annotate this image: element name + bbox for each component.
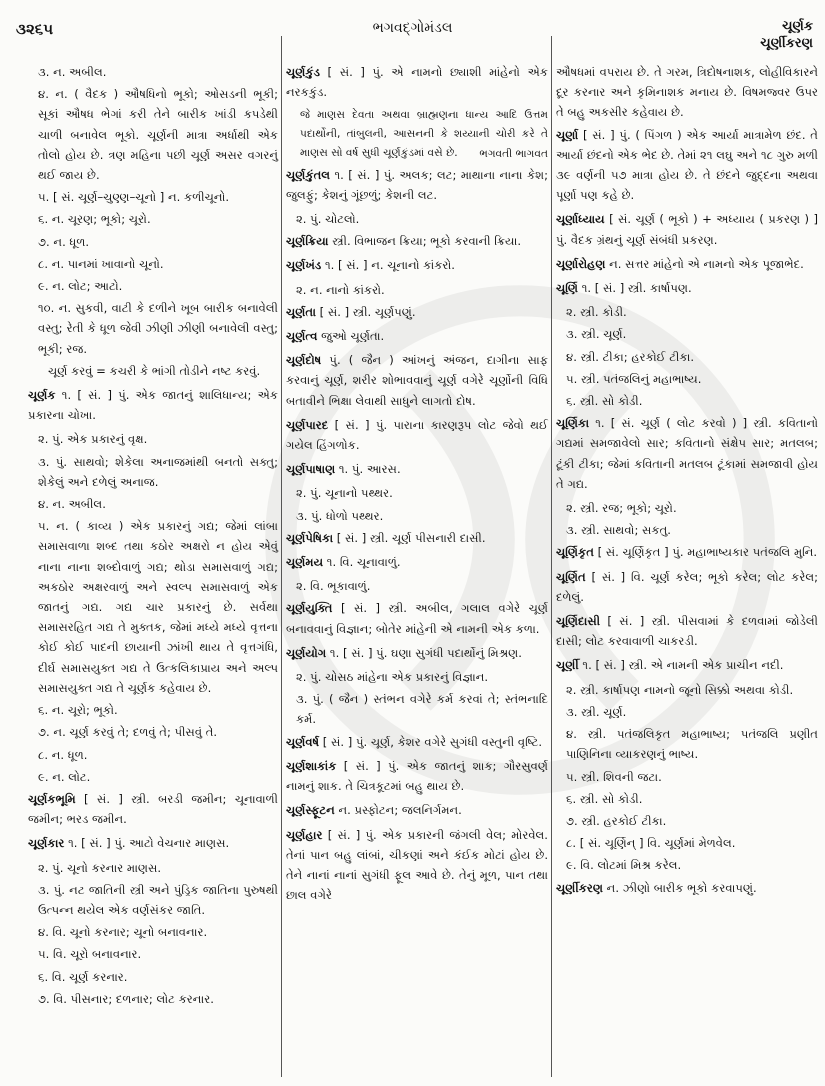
sense-definition: ૪. સ્ત્રી. પતંજલિકૃત મહાભાષ્ય; પતંજલિ પ્રણીત પાણિનિના વ્યાકરણનું ભાષ્ય. bbox=[566, 727, 818, 762]
definition: ૧. [ સં. ] સ્ત્રી. એ નામની એક પ્રાચીન નદી. bbox=[578, 658, 784, 673]
headword: ચૂર્ણકુંડ bbox=[286, 65, 320, 79]
definition: જુઓ ચૂર્ણતા. bbox=[317, 329, 385, 344]
sense-definition: ૨. પું. ચોટલો. bbox=[296, 212, 360, 227]
continued-definition: ઔષધમાં વપરાય છે. તે ગરમ, ત્રિદોષનાશક, લોહીવિકારને દૂર કરનાર અને કૃમિનાશક મનાય છે. વિષમજ્વર ઉપર તે બહુ અકસીર કહેવાય છે. bbox=[556, 65, 818, 120]
sense-definition: ૯. વિ. લોટમાં મિશ્ર કરેલ. bbox=[566, 858, 682, 873]
headword: ચૂર્ણખંડ bbox=[286, 258, 322, 273]
dictionary-entry bbox=[556, 125, 818, 206]
sense-definition: ૫. સ્ત્રી. શિવની જટા. bbox=[566, 769, 662, 784]
sense-definition: ૬. ન. ચૂરણ; ભૂકો; ચૂરો. bbox=[38, 212, 151, 227]
headword: ચૂર્ણિ bbox=[556, 281, 579, 296]
sense-definition: ૫. [ સં. ચૂર્ણ–ચુણ્ણ–ચૂનો ] ન. કળીચૂનો. bbox=[38, 190, 230, 205]
definition: પું. ( જૈન ) આંખનું અંજન, દાગીના સાફ કરવાનું ચૂર્ણ, શરીર શોભાવવાનું ચૂર્ણ વગેરે ચૂર્ણોની વિધિ બતાવીને ભિક્ષા લેવાથી સાધુને લાગતો દોષ. bbox=[286, 353, 548, 408]
dictionary-entry bbox=[556, 611, 818, 651]
headword: ચૂર્ણાધ્યાય bbox=[556, 212, 605, 227]
sense-definition: ૧૦. ન. સુકવી, વાટી કે દળીને ખૂબ બારીક બનાવેલી વસ્તુ; રેતી કે ધૂળ જેવી ઝીણી ઝીણી બનાવેલી વસ્તુ; ભૂકી; રજ. bbox=[38, 301, 278, 356]
headword: ચૂર્ણયુક્તિ bbox=[286, 601, 333, 616]
headword: ચૂર્ણી bbox=[556, 658, 579, 673]
definition: ૧. [ સં. ] પું. એક જાતનું શાલિધાન્ય; એક પ્રકારના ચોખા. bbox=[28, 388, 278, 423]
definition: ન. પ્રસ્ફોટન; જલનિર્ગમન. bbox=[334, 803, 462, 818]
sense-definition: ૬. સ્ત્રી. સો કોડી. bbox=[566, 791, 643, 806]
headword: ચૂર્ણકભૂમિ bbox=[28, 791, 76, 806]
sense-definition: ૯. ન. લોટ. bbox=[38, 769, 91, 784]
definition: [ સં. ] વિ. ચૂર્ણ કરેલ; ભૂકો કરેલ; લોટ કરેલ; દળેલું. bbox=[556, 569, 818, 604]
sense-definition: ૬. સ્ત્રી. સો કોડી. bbox=[566, 394, 643, 409]
dictionary-entry bbox=[556, 413, 818, 494]
definition: [ સં. ] પું. ( પિંગળ ) એક આર્યા માત્રામેળ છંદ. તે આર્યા છંદનો એક ભેદ છે. તેમાં ૨૧ લઘુ અને ૧૮ ગુરુ મળી ૩૯ વર્ણની ૫૭ માત્રા હોય છે. તે છંદને જુદ્દના અથવા પૂર્ણા પણ કહે છે. bbox=[556, 127, 818, 203]
page-header bbox=[0, 0, 825, 55]
headword: ચૂર્ણા bbox=[556, 127, 579, 142]
dictionary-entry bbox=[556, 567, 818, 607]
definition: [ સં. ] પું. પારાના કારણરૂપ લોટ જેવો થઈ ગયેલ હિંગળોક. bbox=[286, 417, 548, 453]
dictionary-entry bbox=[286, 459, 548, 479]
guide-word-first: ચૂર્ણક bbox=[782, 19, 813, 34]
definition: [ સં. ] પું. એ નામનો છ્યાશી માંહેનો એક નરકકુંડ. bbox=[286, 65, 548, 100]
definition: ૧. [ સં. ] ન. ચૂનાનો કાંકરો. bbox=[321, 258, 455, 273]
headword: ચૂર્ણિદાસી bbox=[556, 614, 601, 629]
headword: ચૂર્ણપેષિકા bbox=[286, 530, 334, 545]
sense-definition: ૨. પું. એક પ્રકારનું વૃક્ષ. bbox=[38, 432, 148, 447]
headword: ચૂર્ણવર્ષ bbox=[286, 734, 320, 749]
sense-definition: ૭. સ્ત્રી. હરકોઈ ટીકા. bbox=[566, 813, 667, 828]
dictionary-entry bbox=[556, 655, 818, 675]
sense-definition: ૩. પું. નટ જાતિની સ્ત્રી અને પુંડ્રિક જાતિના પુરુષથી ઉત્પન્ન થયેલ એક વર્ણસંકર જાતિ. bbox=[38, 882, 278, 917]
dictionary-columns bbox=[28, 62, 818, 1077]
sense-definition: ૪. વિ. ચૂનો કરનાર; ચૂનો બનાવનાર. bbox=[38, 925, 208, 940]
definition: [ સં. ] સ્ત્રી. ચૂર્ણ પીસનારી દાસી. bbox=[333, 530, 486, 545]
sense-definition: ૭. વિ. પીસનાર; દળનાર; લોટ કરનાર. bbox=[38, 991, 214, 1006]
definition: [ સં. ચૂર્ણિકૃત ] પું. મહાભાષ્યકાર પતંજલિ મુનિ. bbox=[593, 545, 818, 560]
headword: ચૂર્ણશાકાંક bbox=[286, 758, 337, 773]
dictionary-entry bbox=[28, 833, 278, 853]
dictionary-entry bbox=[28, 385, 278, 425]
sense-definition: ૩. પું. સાથવો; શેકેલા અનાજમાંથી બનતો સક્તુ; શેકેલું અને દળેલું અનાજ. bbox=[38, 454, 278, 489]
sense-definition: ૩. સ્ત્રી. ચૂર્ણ. bbox=[566, 704, 627, 719]
headword: ચૂર્ણક્રિયા bbox=[286, 234, 329, 249]
dictionary-entry bbox=[286, 825, 548, 906]
citation-quote: જે માણસ દેવતા અથવા બ્રાહ્મણના ધાન્ય આદિ ઉત્તમ પદાર્થોની, તાંબુલની, આસનની કે શય્યાની ચોરી કરે તે માણસ સો વર્ષ સુધી ચૂર્ણકુંડમાં વસે છે. bbox=[300, 109, 548, 160]
definition: ૧. [ સં. ] પું. ઘણા સુગંધી પદાર્થોનું મિશ્રણ. bbox=[326, 645, 522, 660]
definition: [ સં. ] સ્ત્રી. અબીલ, ગલાલ વગેરે ચૂર્ણ બનાવવાનું વિજ્ઞાન; બોતેર માંહેની એ નામની એક કળા. bbox=[286, 601, 548, 636]
dictionary-entry bbox=[286, 528, 548, 548]
running-title: ભગવદ્ગોમંડલ bbox=[372, 20, 453, 36]
definition: ૧. [ સં. ] પું. આટો વેચનાર માણસ. bbox=[64, 836, 230, 851]
guide-words bbox=[760, 18, 813, 52]
definition: ૧. [ સં. ] સ્ત્રી. કાર્ષાપણ. bbox=[578, 281, 692, 296]
sense-definition: ૨. ન. નાનો કાંકરો. bbox=[296, 282, 385, 297]
sense-definition: ૫. સ્ત્રી. પતંજલિનું મહાભાષ્ય. bbox=[566, 371, 702, 386]
dictionary-entry bbox=[286, 643, 548, 663]
sense-definition: ૫. વિ. ચૂરો બનાવનાર. bbox=[38, 947, 142, 962]
definition: [ સં. ] પું. એક જાતનું શાક; ગૌરસુવર્ણ નામનું શાક. તે ચિત્રકૂટમાં બહુ થાય છે. bbox=[286, 758, 548, 794]
definition: [ સં. ] સ્ત્રી. બરડી જમીન; ચૂનાવાળી જમીન; ભરડ જમીન. bbox=[28, 791, 278, 827]
sense-definition: ૮. [ સં. ચૂર્ણિન્ ] વિ. ચૂર્ણમાં મેળવેલ. bbox=[566, 836, 736, 851]
sense-definition: ૨. પું. ચૂનાનો પથ્થર. bbox=[296, 486, 393, 501]
sense-definition: ૮. ન. ધૂળ. bbox=[38, 747, 88, 762]
definition: ૧. વિ. ચૂનાવાળું. bbox=[323, 555, 401, 570]
headword: ચૂર્ણત્વ bbox=[286, 329, 318, 344]
sense-definition: ૫. ન. ( કાવ્ય ) એક પ્રકારનું ગદ્ય; જેમાં લાંબા સમાસવાળા શબ્દ તથા કઠોર અક્ષરો ન હોય એવું નાના નાના શબ્દોવાળું ગદ્ય; થોડા સમાસવાળું ગદ્ય; અકઠોર અક્ષરવાળું અને સ્વલ્પ સમાસવાળું એક જાતનું ગદ્ય. ગદ્ય ચાર પ્રકારનું છે. સર્વથા સમાસરહિત ગદ્ય તે મુક્તક, જેમાં મધ્યે મધ્યે વૃત્તના કોઈ કોઈ પાદની છાયાની ઝાંખી થાય તે વૃત્તગંધિ, દીર્ઘ સમાસયુક્ત ગદ્ય તે ઉત્કલિકાપ્રાય અને અલ્પ સમાસયુક્ત ગદ્ય તે ચૂર્ણક કહેવાય છે. bbox=[38, 519, 278, 695]
sense-definition: ૩. પું. ધોળો પથ્થર. bbox=[296, 508, 384, 523]
headword: ચૂર્ણયોગ bbox=[286, 645, 327, 660]
dictionary-entry bbox=[286, 756, 548, 796]
sense-definition: ૨. વિ. ભૂકાવાળું. bbox=[296, 579, 371, 594]
sense-definition: ૨. સ્ત્રી. રજ; ભૂકો; ચૂરો. bbox=[566, 501, 677, 516]
sense-definition: ૨. પું. ચૂનો કરનાર માણસ. bbox=[38, 860, 162, 875]
headword: ચૂર્ણપાષાણ bbox=[286, 462, 336, 477]
headword: ચૂર્ણારોહણ bbox=[556, 256, 606, 271]
definition: સ્ત્રી. વિભાજન ક્રિયા; ભૂકો કરવાની ક્રિયા. bbox=[328, 234, 522, 249]
dictionary-entry bbox=[286, 165, 548, 205]
sense-definition: ૩. ન. અબીલ. bbox=[38, 65, 107, 79]
sense-definition: ૯. ન. લોટ; આટો. bbox=[38, 279, 123, 294]
headword: ચૂર્ણદોષ bbox=[286, 353, 322, 368]
headword: ચૂર્ણમય bbox=[286, 555, 324, 570]
dictionary-entry bbox=[556, 209, 818, 249]
definition: [ સં. ] સ્ત્રી. ચૂર્ણપણું. bbox=[315, 304, 416, 319]
definition: [ સં. ] પું. એક પ્રકારની જંગલી વેલ; મોરવેલ. તેનાં પાન બહુ લાંબાં, ચીકણાં અને કંઈક મોટાં હોય છે. તેને નાનાં નાનાં સુગંધી ફૂલ આવે છે. તેનું મૂળ, પાન તથા છાલ વગેરે bbox=[286, 827, 548, 903]
sense-definition: ૬. ન. ચૂરો; ભૂકો. bbox=[38, 703, 118, 718]
dictionary-entry bbox=[556, 878, 818, 898]
citation-source: ભગવતી ભાગવત bbox=[479, 148, 548, 161]
definition: [ સં. ] પું. ચૂર્ણ, કેશર વગેરે સુગંધી વસ્તુની વૃષ્ટિ. bbox=[319, 734, 543, 749]
dictionary-entry bbox=[556, 278, 818, 298]
headword: ચૂર્ણસ્ફૂટન bbox=[286, 803, 335, 818]
definition: ન. સત્તર માંહેનો એ નામનો એક પૂજાભેદ. bbox=[605, 256, 804, 271]
definition: ન. ઝીણો બારીક ભૂકો કરવાપણું. bbox=[603, 880, 757, 895]
dictionary-entry bbox=[286, 302, 548, 322]
dictionary-entry bbox=[286, 231, 548, 251]
dictionary-entry bbox=[286, 350, 548, 411]
page-number: ૩૨૬૫ bbox=[16, 20, 54, 38]
sense-definition: ૪. ન. અબીલ. bbox=[38, 497, 106, 512]
dictionary-entry bbox=[556, 542, 818, 562]
headword: ચૂર્ણિકા bbox=[556, 416, 590, 431]
headword: ચૂર્ણતા bbox=[286, 304, 316, 319]
sense-definition: ૩. સ્ત્રી. ચૂર્ણ. bbox=[566, 327, 627, 342]
dictionary-entry bbox=[556, 254, 818, 274]
sense-definition: ૩. પું. ( જૈન ) સ્તંભન વગેરે કર્મ કરવાં તે; સ્તંભનાદિ કર્મ. bbox=[296, 692, 548, 727]
dictionary-entry bbox=[286, 552, 548, 572]
headword: ચૂર્ણીકરણ bbox=[556, 880, 603, 895]
sense-definition: ૨. સ્ત્રી. કોડી. bbox=[566, 305, 627, 320]
dictionary-entry bbox=[286, 732, 548, 752]
dictionary-entry bbox=[286, 598, 548, 638]
headword: ચૂર્ણકુંતલ bbox=[286, 167, 331, 182]
dictionary-entry bbox=[286, 255, 548, 275]
column-middle bbox=[286, 62, 548, 1077]
sense-definition: ૭. ન. ચૂર્ણ કરવું તે; દળવું તે; પીસવું તે. bbox=[38, 725, 218, 740]
sense-definition: ૮. ન. પાનમાં ખાવાનો ચૂનો. bbox=[38, 256, 164, 271]
dictionary-entry bbox=[28, 789, 278, 829]
headword: ચૂર્ણિત bbox=[556, 569, 586, 584]
dictionary-entry bbox=[286, 62, 548, 102]
definition: [ સં. ] સ્ત્રી. પીસવામાં કે દળવામાં જોડેલી દાસી; લોટ કરવાવાળી ચાકરડી. bbox=[556, 614, 818, 649]
sense-definition: ૩. સ્ત્રી. સાથવો; સકતુ. bbox=[566, 523, 671, 538]
headword: ચૂર્ણકાર bbox=[28, 836, 65, 851]
sense-definition: ૭. ન. ધૂળ. bbox=[38, 234, 90, 249]
headword: ચૂર્ણક bbox=[28, 388, 56, 403]
headword: ચૂર્ણપારદ bbox=[286, 417, 329, 432]
sense-definition: ૪. ન. ( વૈદક ) ઔષધિનો ભૂકો; ઓસડની ભૂકી; સૂકાં ઔષધ ભેગાં કરી તેને બારીક ખાંડી કપડેથી ચાળી બનાવેલ ભૂકો. ચૂર્ણની માત્રા અર્ધાથી એક તોલો હોય છે. ત્રણ મહિના પછી ચૂર્ણ અસર વગરનું થઈ જાય છે. bbox=[38, 87, 278, 183]
sense-definition: ૨. સ્ત્રી. કાર્ષાપણ નામનો જૂનો સિક્કો અથવા કોડી. bbox=[566, 682, 794, 697]
definition: ૧. પું. આરસ. bbox=[335, 462, 401, 477]
sense-definition: ૨. પું. ચોસઠ માંહેના એક પ્રકારનું વિજ્ઞાન. bbox=[296, 670, 489, 685]
definition: [ સં. ચૂર્ણ ( ભૂકો ) + અધ્યાય ( પ્રકરણ ) ] પું. વૈદક ગ્રંથનું ચૂર્ણ સંબંધી પ્રકરણ. bbox=[556, 212, 818, 247]
dictionary-entry bbox=[286, 326, 548, 346]
definition: ૧. [ સં. ] પું. અલક; લટ; માથાના નાના કેશ; જુલફું; કેશનું ગૂંછળું; કેશની લટ. bbox=[286, 167, 548, 202]
sense-definition: ૪. સ્ત્રી. ટીકા; હરકોઈ ટીકા. bbox=[566, 349, 695, 364]
guide-word-last: ચૂર્ણીકરણ bbox=[760, 36, 813, 51]
headword: ચૂર્ણહાર bbox=[286, 827, 323, 842]
idiom-phrase: ચૂર્ણ કરવું = કચરી કે ભાંગી તોડીને નષ્ટ કરવું. bbox=[48, 363, 261, 378]
dictionary-entry bbox=[286, 800, 548, 820]
column-left bbox=[28, 62, 278, 1077]
definition: ૧. [ સં. ચૂર્ણ ( લોટ કરવો ) ] સ્ત્રી. કવિતાનો ગદ્યમાં સમજાવેલો સાર; કવિતાનો સંક્ષેપ સાર; મતલબ; ટૂંકી ટીકા; જેમાં કવિતાની મતલબ ટૂંકામાં સમજાવી હોય તે ગદ્ય. bbox=[556, 416, 818, 491]
headword: ચૂર્ણિકૃત bbox=[556, 545, 594, 560]
sense-definition: ૬. વિ. ચૂર્ણ કરનાર. bbox=[38, 969, 128, 984]
dictionary-entry bbox=[286, 415, 548, 455]
column-right bbox=[556, 62, 818, 1077]
